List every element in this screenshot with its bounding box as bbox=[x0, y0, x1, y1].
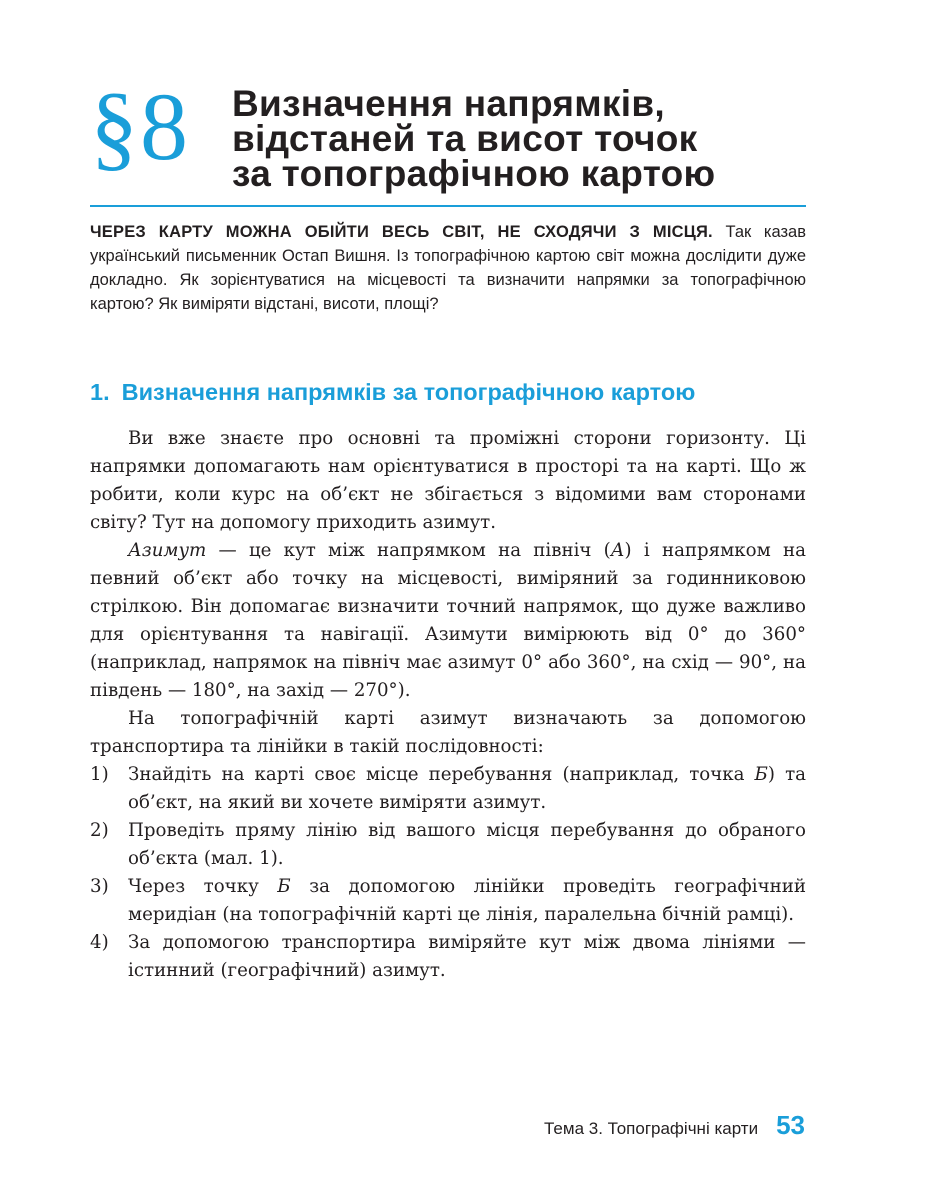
chapter-title-line: відстаней та висот точок bbox=[232, 118, 698, 159]
list-marker: 1) bbox=[90, 764, 109, 785]
section-sign: §8 bbox=[90, 73, 190, 180]
paragraph-text: ) і напрямком на певний об’єкт або точку на місцевості, виміряний за годинниковою стрілкою. Він допомагає визначити точний напрямок, що дуже важливо для орієнтування та навігації. Азимути вимірюють від 0° до 360° (наприклад, напрямок на північ має азимут 0° або 360°, на схід — 90°, на південь — 180°, на захід — 270°). bbox=[90, 540, 806, 701]
footer-topic: Тема 3. Топографічні карти bbox=[544, 1119, 759, 1138]
list-item-text: ) та об’єкт, на який ви хочете виміряти азимут. bbox=[128, 764, 806, 813]
steps-list bbox=[90, 761, 806, 985]
list-item-text: За допомогою транспортира виміряйте кут між двома лініями — істинний (географічний) азимут. bbox=[128, 932, 806, 981]
list-marker: 4) bbox=[90, 932, 109, 953]
variable: Б bbox=[277, 876, 291, 897]
chapter-title bbox=[232, 83, 812, 194]
paragraph: На топографічній карті азимут визначають за допомогою транспортира та лінійки в такій послідовності: bbox=[90, 708, 806, 757]
intro-lead: ЧЕРЕЗ КАРТУ МОЖНА ОБІЙТИ ВЕСЬ СВІТ, НЕ СХОДЯЧИ З МІСЦЯ. bbox=[90, 223, 713, 241]
variable: А bbox=[610, 540, 625, 561]
chapter-header bbox=[90, 73, 810, 206]
list-item-text: Через точку bbox=[128, 876, 278, 897]
page-number: 53 bbox=[776, 1110, 805, 1140]
paragraph-text: — це кут між напрямком на північ ( bbox=[206, 540, 611, 561]
term: Азимут bbox=[128, 540, 207, 561]
list-item bbox=[90, 817, 806, 873]
variable: Б bbox=[754, 764, 768, 785]
list-item bbox=[90, 929, 806, 985]
list-item bbox=[90, 873, 806, 929]
section-number: 1. bbox=[90, 379, 110, 405]
section-title: Визначення напрямків за топографічною картою bbox=[121, 379, 696, 405]
header-divider bbox=[90, 205, 806, 207]
list-item-text: Знайдіть на карті своє місце перебування (наприклад, точка bbox=[128, 764, 755, 785]
section-heading bbox=[90, 374, 806, 410]
paragraph: Ви вже знаєте про основні та проміжні сторони горизонту. Ці напрямки допомагають нам орієнтуватися в просторі та на карті. Що ж робити, коли курс на об’єкт не збігається з відомими вам сторонами світу? Тут на допомогу приходить азимут. bbox=[90, 428, 806, 533]
body-text bbox=[90, 425, 806, 985]
list-item-text: за допомогою лінійки проведіть географічний меридіан (на топографічній карті це лінія, паралельна бічній рамці). bbox=[128, 876, 806, 925]
intro-paragraph bbox=[90, 220, 806, 316]
page-footer bbox=[544, 1110, 805, 1142]
list-item-text: Проведіть пряму лінію від вашого місця перебування до обраного об’єкта (мал. 1). bbox=[128, 820, 806, 869]
list-marker: 3) bbox=[90, 876, 109, 897]
chapter-title-line: Визначення напрямків, bbox=[232, 83, 665, 124]
intro-text: Так казав український письменник Остап Вишня. Із топографічною картою світ можна дослідити дуже докладно. Як зорієнтуватися на місцевості та визначити напрямки за топографічною картою? Як виміряти відстані, висоти, площі? bbox=[90, 223, 806, 313]
chapter-title-line: за топографічною картою bbox=[232, 153, 716, 194]
paragraph bbox=[90, 537, 806, 705]
list-marker: 2) bbox=[90, 820, 109, 841]
list-item bbox=[90, 761, 806, 817]
